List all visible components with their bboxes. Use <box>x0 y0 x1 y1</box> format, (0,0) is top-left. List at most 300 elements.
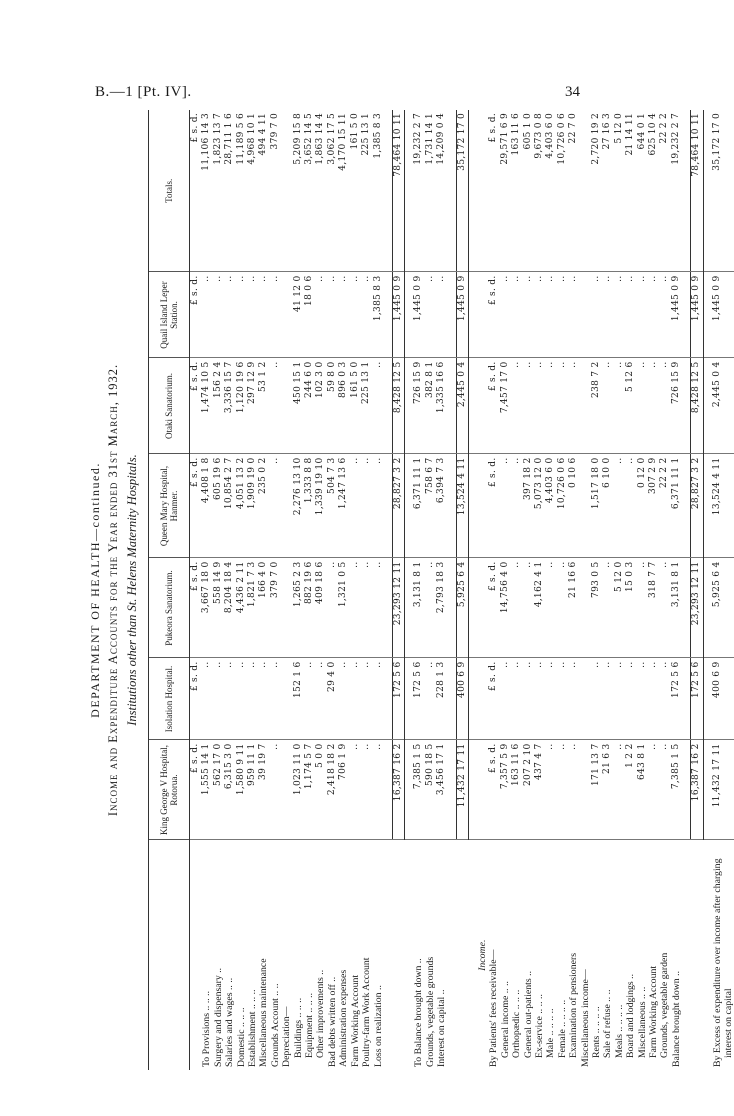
column-header: King George V Hospital, Rotorua. <box>149 740 190 840</box>
amount-cell: .. <box>523 272 534 358</box>
amount-cell: 207 2 10 <box>523 740 534 840</box>
spacer-cell <box>405 358 414 454</box>
amount-cell: 5,209 15 8 <box>293 110 304 272</box>
spacer-cell <box>682 454 691 558</box>
spacer-cell <box>703 358 712 454</box>
amount-cell <box>477 110 488 272</box>
amount-cell: 53 1 2 <box>258 358 269 454</box>
spacer-cell <box>448 454 457 558</box>
amount-cell: .. <box>425 558 436 658</box>
amount-cell: 706 1 9 <box>338 740 349 840</box>
amount-cell: 643 8 1 <box>637 740 648 840</box>
amount-cell: .. <box>270 358 281 454</box>
amount-cell: 562 17 0 <box>213 740 224 840</box>
spacer-cell <box>682 272 691 358</box>
row-label: Income. <box>476 939 488 971</box>
amount-cell: 1,909 19 0 <box>247 454 258 558</box>
amount-cell: .. <box>436 272 447 358</box>
amount-cell: 7,385 1 5 <box>671 740 682 840</box>
amount-cell: 11,432 17 11 <box>712 740 723 840</box>
amount-cell: 11,432 17 11 <box>456 740 468 840</box>
amount-cell: .. <box>425 272 436 358</box>
amount-cell: 1,339 19 10 <box>315 454 326 558</box>
spacer-cell <box>448 558 457 658</box>
amount-cell: 1,555 14 1 <box>201 740 212 840</box>
amount-cell <box>477 558 488 658</box>
row-label: Interest on capital .. <box>436 989 448 1067</box>
amount-cell: 5,073 12 0 <box>534 454 545 558</box>
amount-cell: .. <box>361 658 372 740</box>
amount-cell: .. <box>373 454 384 558</box>
amount-cell: 882 19 6 <box>304 558 315 658</box>
amount-cell: 6,371 11 1 <box>413 454 424 558</box>
amount-cell: 166 4 0 <box>258 558 269 658</box>
amount-cell: 78,464 10 11 <box>691 110 703 272</box>
row-label: Rents .. .. .. .. <box>591 1006 602 1058</box>
amount-cell <box>723 658 734 740</box>
account-subtitle: Institutions other than St. Helens Maternity Hospitals. <box>125 454 139 726</box>
amount-cell: 450 15 1 <box>293 358 304 454</box>
amount-cell: 896 0 3 <box>338 358 349 454</box>
spacer-cell <box>384 740 393 840</box>
amount-cell: .. <box>270 454 281 558</box>
amount-cell: 22 2 2 <box>659 454 670 558</box>
spacer-cell <box>448 740 457 840</box>
amount-cell: .. <box>625 454 636 558</box>
spacer-cell <box>405 272 414 358</box>
amount-cell: 605 19 6 <box>213 454 224 558</box>
amount-cell <box>281 110 292 272</box>
amount-cell: 1,023 11 0 <box>293 740 304 840</box>
amount-cell: .. <box>338 658 349 740</box>
amount-cell: .. <box>201 272 212 358</box>
amount-cell: 29 4 0 <box>327 658 338 740</box>
amount-cell: 225 13 1 <box>361 110 372 272</box>
spacer-cell <box>703 658 712 740</box>
amount-cell: 1,174 5 7 <box>304 740 315 840</box>
amount-cell: .. <box>315 658 326 740</box>
amount-cell: 23,293 12 11 <box>392 558 404 658</box>
spacer-cell <box>448 272 457 358</box>
amount-cell: .. <box>625 658 636 740</box>
amount-cell: 409 18 6 <box>315 558 326 658</box>
amount-cell: .. <box>270 272 281 358</box>
row-label: Miscellaneous .. .. <box>636 986 648 1058</box>
amount-cell: 19,232 2 7 <box>671 110 682 272</box>
amount-cell: 1,335 16 6 <box>436 358 447 454</box>
spacer-cell <box>405 558 414 658</box>
amount-cell: .. <box>602 658 613 740</box>
table-row <box>293 110 304 1070</box>
amount-cell: 1,120 19 6 <box>236 358 247 454</box>
amount-cell: 758 6 7 <box>425 454 436 558</box>
amount-cell <box>281 358 292 454</box>
row-label <box>456 840 468 1070</box>
table-row <box>488 110 499 1070</box>
row-label: Equipment .. .. .. <box>304 992 316 1058</box>
table-row <box>448 110 457 1070</box>
spacer-cell <box>468 558 477 658</box>
amount-cell <box>723 272 734 358</box>
amount-cell: .. <box>350 272 361 358</box>
amount-cell: 172 5 6 <box>691 658 703 740</box>
amount-cell: .. <box>258 272 269 358</box>
amount-cell: .. <box>534 272 545 358</box>
amount-cell: 7,385 1 5 <box>413 740 424 840</box>
amount-cell: .. <box>361 740 372 840</box>
amount-cell: 590 18 5 <box>425 740 436 840</box>
amount-cell: 297 12 9 <box>247 358 258 454</box>
amount-cell <box>580 558 591 658</box>
amount-cell: .. <box>648 658 659 740</box>
amount-cell: .. <box>648 272 659 358</box>
spacer-cell <box>682 358 691 454</box>
amount-cell: 14,756 4 0 <box>500 558 511 658</box>
table-row <box>703 110 712 1070</box>
table-row <box>338 110 349 1070</box>
table-row <box>247 110 258 1070</box>
table-row <box>648 110 659 1070</box>
amount-cell: 18 0 6 <box>304 272 315 358</box>
amount-cell: .. <box>602 358 613 454</box>
spacer-cell <box>682 110 691 272</box>
spacer-cell <box>703 840 712 1070</box>
amount-cell: 0 12 0 <box>637 454 648 558</box>
table-row <box>511 110 522 1070</box>
table-row <box>190 110 202 1070</box>
amount-cell: 1,321 0 5 <box>338 558 349 658</box>
amount-cell: 1,445 0 9 <box>413 272 424 358</box>
amount-cell: 2,418 18 2 <box>327 740 338 840</box>
amount-cell <box>477 272 488 358</box>
amount-cell: .. <box>270 658 281 740</box>
table-row <box>523 110 534 1070</box>
spacer-cell <box>384 658 393 740</box>
amount-cell: £ s. d. <box>488 740 499 840</box>
amount-cell: .. <box>614 272 625 358</box>
spacer-cell <box>468 658 477 740</box>
amount-cell: .. <box>201 658 212 740</box>
amount-cell: .. <box>213 658 224 740</box>
amount-cell: .. <box>511 272 522 358</box>
spacer-cell <box>384 358 393 454</box>
amount-cell: .. <box>591 272 602 358</box>
spacer-cell <box>468 110 477 272</box>
amount-cell: 0 10 6 <box>568 454 579 558</box>
spacer-cell <box>384 840 393 1070</box>
row-label: Miscellaneous income— <box>579 969 591 1067</box>
table-row <box>468 110 477 1070</box>
table-row <box>392 110 404 1070</box>
table-row <box>557 110 568 1070</box>
row-label: Male .. .. .. .. <box>545 1008 557 1058</box>
spacer-cell <box>468 272 477 358</box>
row-label: Grounds, vegetable grounds <box>424 956 436 1067</box>
table-row <box>350 110 361 1070</box>
row-label: Depreciation— <box>281 1006 293 1067</box>
spacer-cell <box>468 840 477 1070</box>
amount-cell: 14,209 0 4 <box>436 110 447 272</box>
amount-cell: .. <box>511 658 522 740</box>
amount-cell: .. <box>659 558 670 658</box>
spacer-cell <box>468 740 477 840</box>
rotated-table-area <box>80 110 734 1070</box>
amount-cell: .. <box>534 658 545 740</box>
amount-cell: 28,711 1 6 <box>224 110 235 272</box>
amount-cell: .. <box>545 740 556 840</box>
row-label: Grounds Account .. .. <box>269 983 281 1067</box>
amount-cell: .. <box>425 658 436 740</box>
amount-cell: 5,925 6 4 <box>712 558 723 658</box>
spacer-cell <box>682 658 691 740</box>
row-label <box>190 840 202 1070</box>
spacer-cell <box>405 740 414 840</box>
amount-cell: .. <box>659 740 670 840</box>
row-label: Meals .. .. .. .. <box>613 1004 625 1058</box>
row-label: Salaries and wages .. .. <box>224 977 236 1067</box>
amount-cell: 4,403 6 0 <box>545 110 556 272</box>
row-label: Bad debts written off .. <box>326 976 338 1067</box>
spacer-cell <box>682 740 691 840</box>
table-row <box>384 110 393 1070</box>
amount-cell <box>477 358 488 454</box>
amount-cell: 1,445 0 9 <box>712 272 723 358</box>
amount-cell: .. <box>602 272 613 358</box>
amount-cell: 27 16 3 <box>602 110 613 272</box>
amount-cell: 152 1 6 <box>293 658 304 740</box>
spacer-cell <box>405 840 414 1070</box>
amount-cell: 6,315 3 0 <box>224 740 235 840</box>
amount-cell: 172 5 6 <box>392 658 404 740</box>
amount-cell: .. <box>648 358 659 454</box>
spacer-cell <box>405 454 414 558</box>
table-row <box>436 110 447 1070</box>
spacer-cell <box>703 740 712 840</box>
amount-cell: .. <box>361 454 372 558</box>
amount-cell: 5 12 0 <box>614 558 625 658</box>
amount-cell: 318 7 7 <box>648 558 659 658</box>
row-label: Examination of pensioners <box>568 952 580 1058</box>
amount-cell: 400 6 9 <box>456 658 468 740</box>
table-row <box>236 110 247 1070</box>
spacer-cell <box>703 558 712 658</box>
row-label: Poultry-farm Work Account <box>361 957 373 1067</box>
amount-cell: £ s. d. <box>190 358 202 454</box>
amount-cell: .. <box>350 740 361 840</box>
amount-cell: .. <box>568 358 579 454</box>
amount-cell: .. <box>614 454 625 558</box>
table-row <box>373 110 384 1070</box>
table-row <box>712 110 723 1070</box>
table-row <box>327 110 338 1070</box>
amount-cell: 9,673 0 8 <box>534 110 545 272</box>
row-label: To Provisions .. .. .. <box>201 990 213 1067</box>
amount-cell: .. <box>373 558 384 658</box>
amount-cell: 41 12 0 <box>293 272 304 358</box>
amount-cell: 8,428 12 5 <box>691 358 703 454</box>
row-label: Domestic .. .. .. <box>235 1007 247 1067</box>
amount-cell: 21 16 6 <box>568 558 579 658</box>
amount-cell: 4,436 2 11 <box>236 558 247 658</box>
amount-cell: 959 11 1 <box>247 740 258 840</box>
amount-cell: 21 14 11 <box>625 110 636 272</box>
row-label: Grounds, vegetable garden <box>659 952 671 1058</box>
spacer-cell <box>448 110 457 272</box>
amount-cell: 2,276 13 10 <box>293 454 304 558</box>
amount-cell: 2,445 0 4 <box>456 358 468 454</box>
spacer-cell <box>703 110 712 272</box>
column-header: Otaki Sanatorium. <box>149 358 190 454</box>
table-row <box>637 110 648 1070</box>
amount-cell: 625 10 4 <box>648 110 659 272</box>
amount-cell <box>281 454 292 558</box>
amount-cell: £ s. d. <box>190 454 202 558</box>
amount-cell: 163 11 6 <box>511 110 522 272</box>
column-header <box>149 840 190 1070</box>
row-label: General income .. .. <box>499 981 511 1058</box>
amount-cell: .. <box>637 658 648 740</box>
amount-cell: .. <box>557 658 568 740</box>
table-row <box>270 110 281 1070</box>
row-label: By Patients' fees receivable— <box>488 949 500 1067</box>
row-label: Sale of refuse .. .. <box>602 989 614 1058</box>
amount-cell: 382 8 1 <box>425 358 436 454</box>
amount-cell: .. <box>637 358 648 454</box>
amount-cell: 102 3 0 <box>315 358 326 454</box>
spacer-cell <box>703 272 712 358</box>
row-label: General out-patients .. <box>522 970 534 1058</box>
amount-cell: .. <box>534 358 545 454</box>
table-row <box>477 110 488 1070</box>
row-label: Female .. .. .. .. <box>556 999 568 1058</box>
amount-cell: .. <box>659 358 670 454</box>
amount-cell: .. <box>659 658 670 740</box>
amount-cell: 1,580 9 11 <box>236 740 247 840</box>
amount-cell: 3,062 17 5 <box>327 110 338 272</box>
row-label <box>691 840 703 1070</box>
amount-cell: 4,968 10 1 <box>247 110 258 272</box>
amount-cell <box>477 658 488 740</box>
amount-cell: 3,336 15 7 <box>224 358 235 454</box>
amount-cell: 1,385 8 3 <box>373 110 384 272</box>
table-row <box>691 110 703 1070</box>
amount-cell: .. <box>511 558 522 658</box>
table-row <box>591 110 602 1070</box>
amount-cell: .. <box>568 272 579 358</box>
table-row <box>258 110 269 1070</box>
page-number: 34 <box>565 84 580 100</box>
amount-cell: .. <box>625 272 636 358</box>
amount-cell: 161 5 0 <box>350 358 361 454</box>
amount-cell: .. <box>557 358 568 454</box>
table-row <box>580 110 591 1070</box>
table-row <box>723 110 734 1070</box>
amount-cell: .. <box>224 658 235 740</box>
amount-cell <box>580 454 591 558</box>
amount-cell: 3,456 17 1 <box>436 740 447 840</box>
amount-cell: .. <box>545 658 556 740</box>
spacer-cell <box>384 110 393 272</box>
amount-cell: 6,371 11 1 <box>671 454 682 558</box>
amount-cell <box>580 658 591 740</box>
amount-cell: 1,823 13 7 <box>213 110 224 272</box>
amount-cell <box>580 358 591 454</box>
table-row <box>534 110 545 1070</box>
row-label: Miscellaneous maintenance <box>258 958 270 1067</box>
amount-cell: .. <box>361 558 372 658</box>
spacer-cell <box>682 840 691 1070</box>
amount-cell: 1 2 2 <box>625 740 636 840</box>
amount-cell: 15 0 3 <box>625 558 636 658</box>
amount-cell: .. <box>602 558 613 658</box>
amount-cell: 22 7 0 <box>568 110 579 272</box>
amount-cell: 16,387 16 2 <box>691 740 703 840</box>
amount-cell: £ s. d. <box>488 454 499 558</box>
amount-cell: .. <box>247 658 258 740</box>
amount-cell: 1,731 14 1 <box>425 110 436 272</box>
amount-cell: 35,172 17 0 <box>712 110 723 272</box>
table-row <box>413 110 424 1070</box>
amount-cell: .. <box>648 740 659 840</box>
row-label: To Balance brought down .. <box>413 958 425 1067</box>
amount-cell <box>477 454 488 558</box>
amount-cell: 437 4 7 <box>534 740 545 840</box>
amount-cell <box>580 272 591 358</box>
row-label: Establishment .. .. .. <box>247 989 259 1067</box>
amount-cell: 5,925 6 4 <box>456 558 468 658</box>
amount-cell: £ s. d. <box>488 358 499 454</box>
amount-cell: 1,445 0 9 <box>456 272 468 358</box>
row-label: Balance brought down .. <box>670 970 682 1067</box>
amount-cell: 2,720 19 2 <box>591 110 602 272</box>
row-label: Loss on realization .. <box>372 985 384 1067</box>
amount-cell: .. <box>568 658 579 740</box>
amount-cell: 379 7 0 <box>270 110 281 272</box>
amount-cell: 726 15 9 <box>413 358 424 454</box>
amount-cell: 1,445 0 9 <box>691 272 703 358</box>
amount-cell: 28,827 3 2 <box>691 454 703 558</box>
amount-cell: .. <box>557 558 568 658</box>
amount-cell: £ s. d. <box>190 272 202 358</box>
spacer-cell <box>448 658 457 740</box>
table-row <box>659 110 670 1070</box>
table-row <box>568 110 579 1070</box>
amount-cell: £ s. d. <box>190 110 202 272</box>
amount-cell: .. <box>614 740 625 840</box>
spacer-cell <box>384 272 393 358</box>
amount-cell: .. <box>361 272 372 358</box>
amount-cell: 238 7 2 <box>591 358 602 454</box>
amount-cell: .. <box>523 358 534 454</box>
amount-cell: .. <box>258 658 269 740</box>
amount-cell: 558 14 9 <box>213 558 224 658</box>
row-label: Surgery and dispensary .. <box>212 967 224 1067</box>
amount-cell: 4,403 6 0 <box>545 454 556 558</box>
amount-cell <box>281 658 292 740</box>
amount-cell: 726 15 9 <box>671 358 682 454</box>
table-row <box>213 110 224 1070</box>
accounts-table <box>148 110 734 1070</box>
amount-cell: 793 0 5 <box>591 558 602 658</box>
amount-cell: 29,571 6 9 <box>500 110 511 272</box>
amount-cell: 307 2 9 <box>648 454 659 558</box>
amount-cell: .. <box>247 272 258 358</box>
amount-cell: 379 7 0 <box>270 558 281 658</box>
spacer-cell <box>448 358 457 454</box>
amount-cell <box>723 558 734 658</box>
amount-cell: .. <box>545 272 556 358</box>
amount-cell: 11,189 5 6 <box>236 110 247 272</box>
